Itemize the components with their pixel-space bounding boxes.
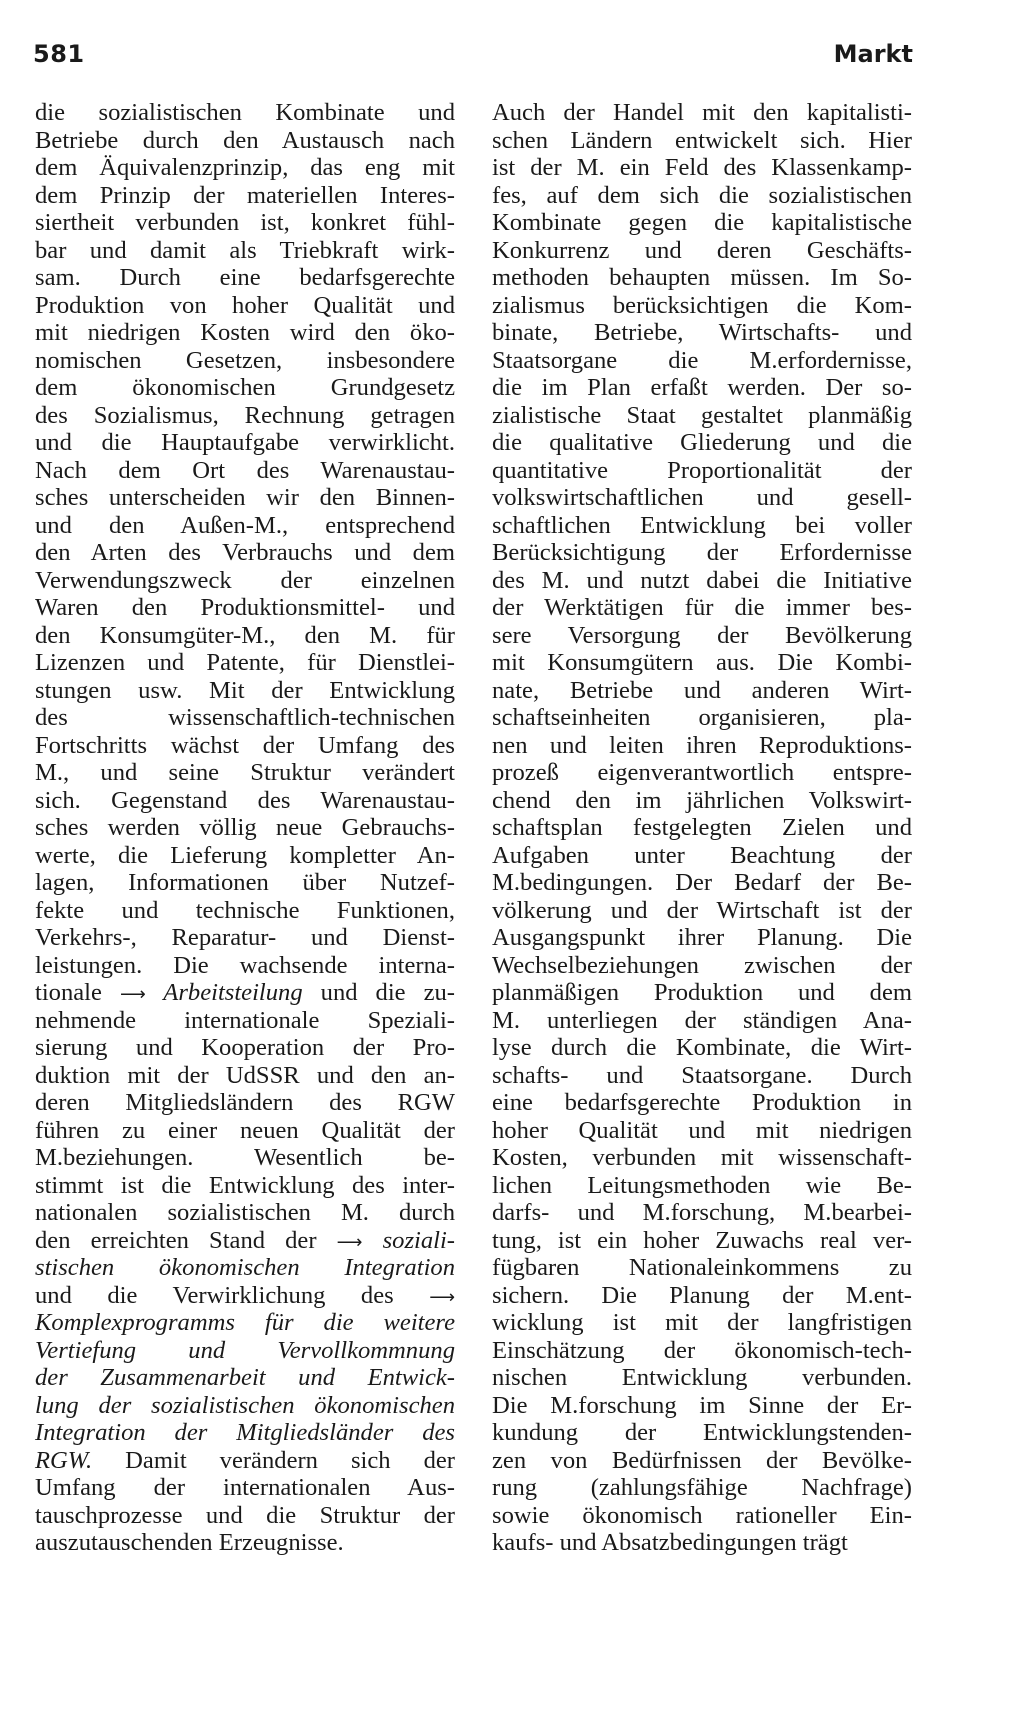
text-line: binate, Betriebe, Wirtschafts- und bbox=[492, 319, 912, 346]
text-line: Auch der Handel mit den kapitalisti- bbox=[492, 99, 912, 126]
text-line: Umfang der internationalen Aus- bbox=[35, 1474, 455, 1501]
text-line: nehmende internationale Speziali- bbox=[35, 1006, 455, 1034]
cross-reference-term: der Zusammenarbeit und Entwick- bbox=[35, 1364, 455, 1391]
text-line: tung, ist ein hoher Zuwachs real ver- bbox=[492, 1226, 912, 1254]
text-line: sam. Durch eine bedarfsgerechte bbox=[35, 264, 455, 291]
text-line: darfs- und M.forschung, M.bearbei- bbox=[492, 1199, 912, 1226]
text-line: nate, Betriebe und anderen Wirt- bbox=[492, 676, 912, 704]
text-line: lagen, Informationen über Nutzef- bbox=[35, 869, 455, 896]
cross-reference-term: RGW. bbox=[35, 1446, 93, 1474]
text-line: schaftlichen Entwicklung bei voller bbox=[492, 511, 912, 539]
text-line: Betriebe durch den Austausch nach bbox=[35, 126, 455, 154]
text-line: nen und leiten ihren Reproduktions- bbox=[492, 731, 912, 759]
text-line bbox=[35, 1254, 455, 1282]
text-line: zialistische Staat gestaltet planmäßig bbox=[492, 401, 912, 429]
text-segment: Damit verändern sich der bbox=[92, 1446, 455, 1474]
text-line: chend den im jährlichen Volkswirt- bbox=[492, 786, 912, 814]
text-line: und die Hauptaufgabe verwirklicht. bbox=[35, 429, 455, 456]
text-line: duktion mit der UdSSR und den an- bbox=[35, 1061, 455, 1089]
text-line: M. unterliegen der ständigen Ana- bbox=[492, 1006, 912, 1034]
text-line: bar und damit als Triebkraft wirk- bbox=[35, 236, 455, 264]
text-line: Ausgangspunkt ihrer Planung. Die bbox=[492, 924, 912, 951]
text-line: stimmt ist die Entwicklung des inter- bbox=[35, 1171, 455, 1199]
text-line: Staatsorgane die M.erfordernisse, bbox=[492, 346, 912, 374]
text-line: lichen Leitungsmethoden wie Be- bbox=[492, 1171, 912, 1199]
text-line: die im Plan erfaßt werden. Der so- bbox=[492, 374, 912, 401]
text-line: Berücksichtigung der Erfordernisse bbox=[492, 539, 912, 566]
text-line: zen von Bedürfnissen der Bevölke- bbox=[492, 1446, 912, 1474]
text-line: des wissenschaftlich-technischen bbox=[35, 704, 455, 731]
page-header bbox=[33, 40, 913, 80]
text-line: schaftseinheiten organisieren, pla- bbox=[492, 704, 912, 731]
text-line: Aufgaben unter Beachtung der bbox=[492, 841, 912, 869]
cross-reference-term: soziali- bbox=[362, 1226, 455, 1254]
text-line: mit niedrigen Kosten wird den öko- bbox=[35, 319, 455, 346]
cross-reference-term: Komplexprogramms für die weitere bbox=[35, 1309, 455, 1336]
text-line: Verkehrs-, Reparatur- und Dienst- bbox=[35, 924, 455, 951]
text-line: sches unterscheiden wir den Binnen- bbox=[35, 484, 455, 511]
cross-reference-arrow-icon: ⟶ bbox=[336, 1231, 363, 1253]
text-line bbox=[35, 1392, 455, 1420]
text-line: auszutauschenden Erzeugnisse. bbox=[35, 1529, 344, 1556]
text-line: Produktion von hoher Qualität und bbox=[35, 291, 455, 319]
text-line: Konkurrenz und deren Geschäfts- bbox=[492, 236, 912, 264]
text-line: fügbaren Nationaleinkommens zu bbox=[492, 1254, 912, 1281]
text-line: des M. und nutzt dabei die Initiative bbox=[492, 566, 912, 594]
running-head: Markt bbox=[833, 40, 913, 68]
text-line: fes, auf dem sich die sozialistischen bbox=[492, 181, 912, 209]
text-line: lyse durch die Kombinate, die Wirt- bbox=[492, 1034, 912, 1061]
cross-reference-arrow-icon: ⟶ bbox=[429, 1286, 455, 1308]
text-line: M.bedingungen. Der Bedarf der Be- bbox=[492, 869, 912, 896]
text-line: M., und seine Struktur verändert bbox=[35, 759, 455, 786]
cross-reference-term: Vertiefung und Vervollkommnung bbox=[35, 1336, 455, 1364]
text-line bbox=[35, 1419, 455, 1447]
text-line: Einschätzung der ökonomisch-tech- bbox=[492, 1336, 912, 1364]
text-line: Kosten, verbunden mit wissenschaft- bbox=[492, 1144, 912, 1171]
text-line: dem ökonomischen Grundgesetz bbox=[35, 374, 455, 401]
text-line: dem Prinzip der materiellen Interes- bbox=[35, 181, 455, 209]
right-text-column bbox=[492, 99, 912, 1557]
cross-reference-term: Arbeitsteilung bbox=[145, 979, 303, 1006]
text-line: siertheit verbunden ist, konkret fühl- bbox=[35, 209, 455, 236]
text-line: planmäßigen Produktion und dem bbox=[492, 979, 912, 1006]
text-line bbox=[35, 1309, 455, 1337]
text-line: nischen Entwicklung verbunden. bbox=[492, 1364, 912, 1391]
text-line: quantitative Proportionalität der bbox=[492, 456, 912, 484]
text-line bbox=[35, 1337, 455, 1365]
text-line: schen Ländern entwickelt sich. Hier bbox=[492, 126, 912, 154]
text-line: sches werden völlig neue Gebrauchs- bbox=[35, 814, 455, 841]
text-line: rung (zahlungsfähige Nachfrage) bbox=[492, 1474, 912, 1501]
text-line: der Werktätigen für die immer bes- bbox=[492, 594, 912, 621]
text-line: prozeß eigenverantwortlich entspre- bbox=[492, 759, 912, 786]
text-line bbox=[35, 1447, 455, 1475]
text-line bbox=[35, 1282, 455, 1310]
text-line: Wechselbeziehungen zwischen der bbox=[492, 951, 912, 979]
text-line: die qualitative Gliederung und die bbox=[492, 429, 912, 456]
text-line: Fortschritts wächst der Umfang des bbox=[35, 731, 455, 759]
text-line: Die M.forschung im Sinne der Er- bbox=[492, 1391, 912, 1419]
text-line: dem Äquivalenzprinzip, das eng mit bbox=[35, 154, 455, 181]
cross-reference-arrow-icon: ⟶ bbox=[119, 984, 146, 1005]
text-line: M.beziehungen. Wesentlich be- bbox=[35, 1144, 455, 1171]
text-segment: tionale bbox=[35, 979, 120, 1006]
text-segment: den erreichten Stand der bbox=[35, 1226, 337, 1254]
text-line: führen zu einer neuen Qualität der bbox=[35, 1116, 455, 1144]
text-segment: und die zu- bbox=[302, 979, 455, 1006]
text-line: deren Mitgliedsländern des RGW bbox=[35, 1089, 455, 1116]
text-line: und den Außen-M., entsprechend bbox=[35, 511, 455, 539]
text-line: mit Konsumgütern aus. Die Kombi- bbox=[492, 649, 912, 676]
text-line: des Sozialismus, Rechnung getragen bbox=[35, 401, 455, 429]
text-line: völkerung und der Wirtschaft ist der bbox=[492, 896, 912, 924]
text-line: sich. Gegenstand des Warenaustau- bbox=[35, 786, 455, 814]
text-line: nomischen Gesetzen, insbesondere bbox=[35, 346, 455, 374]
text-line: Nach dem Ort des Warenaustau- bbox=[35, 456, 455, 484]
text-line: nationalen sozialistischen M. durch bbox=[35, 1199, 455, 1226]
text-line: eine bedarfsgerechte Produktion in bbox=[492, 1089, 912, 1116]
text-line: sere Versorgung der Bevölkerung bbox=[492, 621, 912, 649]
text-line bbox=[35, 1227, 455, 1255]
text-line: methoden behaupten müssen. Im So- bbox=[492, 264, 912, 291]
text-line: schaftsplan festgelegten Zielen und bbox=[492, 814, 912, 841]
left-text-column bbox=[35, 99, 455, 1557]
text-line: die sozialistischen Kombinate und bbox=[35, 99, 455, 126]
text-line: sichern. Die Planung der M.ent- bbox=[492, 1281, 912, 1309]
text-line: Lizenzen und Patente, für Dienstlei- bbox=[35, 649, 455, 676]
text-line: stungen usw. Mit der Entwicklung bbox=[35, 676, 455, 704]
text-line: den Arten des Verbrauchs und dem bbox=[35, 539, 455, 566]
cross-reference-term: stischen ökonomischen Integration bbox=[35, 1254, 455, 1281]
text-line bbox=[35, 1364, 455, 1392]
text-line bbox=[35, 979, 455, 1007]
text-segment: und die Verwirklichung des bbox=[35, 1281, 430, 1309]
page-number: 581 bbox=[33, 40, 85, 68]
cross-reference-term: Integration der Mitgliedsländer des bbox=[35, 1419, 455, 1446]
text-line: sowie ökonomisch rationeller Ein- bbox=[492, 1501, 912, 1529]
text-line: kaufs- und Absatzbedingungen trägt bbox=[492, 1529, 848, 1556]
text-line: fekte und technische Funktionen, bbox=[35, 896, 455, 924]
text-line: zialismus berücksichtigen die Kom- bbox=[492, 291, 912, 319]
text-line: Waren den Produktionsmittel- und bbox=[35, 594, 455, 621]
text-line: wicklung ist mit der langfristigen bbox=[492, 1309, 912, 1336]
text-line: sierung und Kooperation der Pro- bbox=[35, 1034, 455, 1061]
text-line: Kombinate gegen die kapitalistische bbox=[492, 209, 912, 236]
text-line: schafts- und Staatsorgane. Durch bbox=[492, 1061, 912, 1089]
text-line: den Konsumgüter-M., den M. für bbox=[35, 621, 455, 649]
text-line: hoher Qualität und mit niedrigen bbox=[492, 1116, 912, 1144]
text-line: werte, die Lieferung kompletter An- bbox=[35, 841, 455, 869]
text-line: ist der M. ein Feld des Klassenkamp- bbox=[492, 154, 912, 181]
text-line: leistungen. Die wachsende interna- bbox=[35, 951, 455, 979]
cross-reference-term: lung der sozialistischen ökonomischen bbox=[35, 1391, 455, 1419]
text-line: Verwendungszweck der einzelnen bbox=[35, 566, 455, 594]
text-line: tauschprozesse und die Struktur der bbox=[35, 1501, 455, 1529]
text-line: volkswirtschaftlichen und gesell- bbox=[492, 484, 912, 511]
text-line: kundung der Entwicklungstenden- bbox=[492, 1419, 912, 1446]
